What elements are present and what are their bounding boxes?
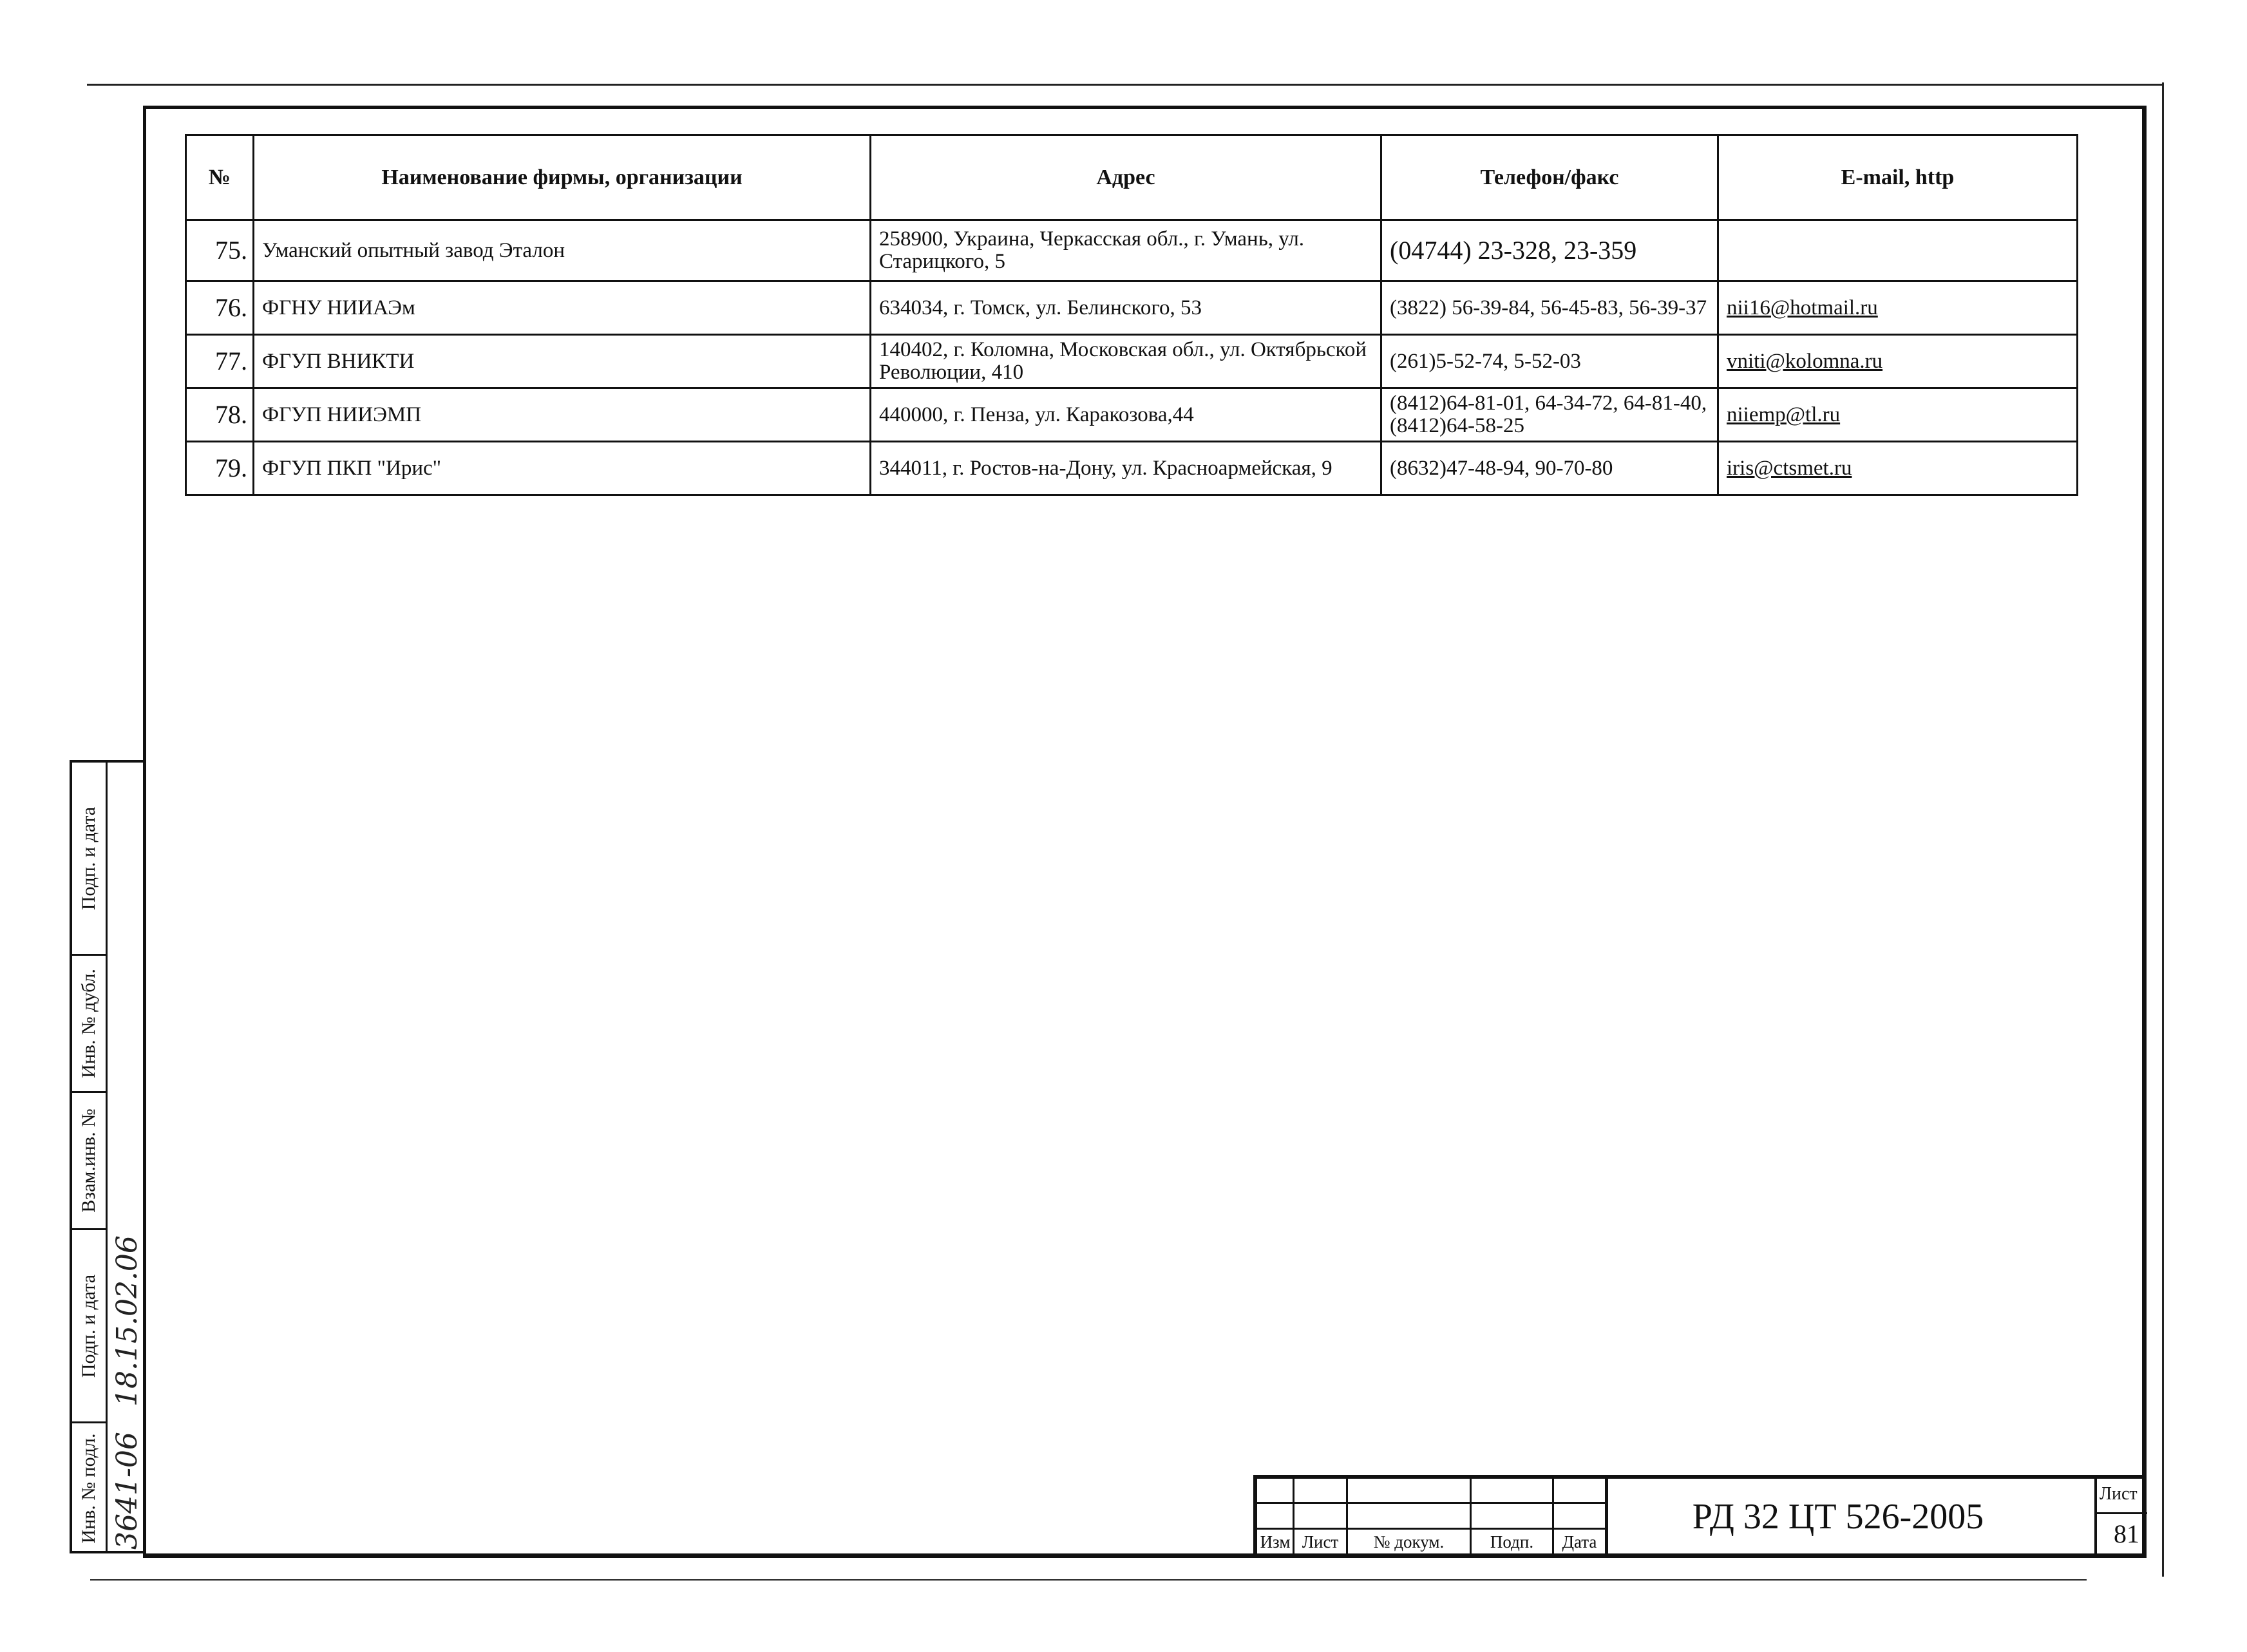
side-label: Взам.инв. № bbox=[78, 1108, 99, 1213]
title-block-sheet-line bbox=[2094, 1512, 2147, 1514]
org-phone: (8632)47-48-94, 90-70-80 bbox=[1381, 442, 1718, 495]
side-stamp-divider bbox=[106, 763, 108, 1551]
side-label: Инв. № дубл. bbox=[78, 969, 99, 1078]
col-change: Изм bbox=[1260, 1532, 1291, 1552]
table-header-row bbox=[186, 135, 2078, 220]
header-num: № bbox=[186, 135, 254, 220]
org-email[interactable]: vniti@kolomna.ru bbox=[1718, 335, 2078, 388]
title-block-col-line bbox=[2094, 1479, 2097, 1555]
org-email[interactable]: iris@ctsmet.ru bbox=[1718, 442, 2078, 495]
org-name: ФГУП ВНИКТИ bbox=[254, 335, 871, 388]
document-code: РД 32 ЦТ 526-2005 bbox=[1692, 1497, 1984, 1537]
table-row bbox=[186, 335, 2078, 388]
handwritten-inventory-number: 3641-06 bbox=[111, 1432, 144, 1550]
side-label: Подп. и дата bbox=[78, 1274, 99, 1378]
org-name: ФГНУ НИИАЭм bbox=[254, 281, 871, 335]
table-row bbox=[186, 220, 2078, 281]
col-signature: Подп. bbox=[1490, 1532, 1534, 1552]
org-phone: (04744) 23-328, 23-359 bbox=[1381, 220, 1718, 281]
row-number: 77. bbox=[186, 335, 254, 388]
side-cell-replacement-inv bbox=[72, 1093, 106, 1230]
row-number: 75. bbox=[186, 220, 254, 281]
row-number: 79. bbox=[186, 442, 254, 495]
col-sheet: Лист bbox=[1302, 1532, 1339, 1552]
side-cell-sign-date-2 bbox=[72, 1230, 106, 1423]
org-address: 634034, г. Томск, ул. Белинского, 53 bbox=[871, 281, 1381, 335]
org-address: 344011, г. Ростов-на-Дону, ул. Красноармейская, 9 bbox=[871, 442, 1381, 495]
title-block bbox=[1253, 1475, 2143, 1555]
org-email bbox=[1718, 220, 2078, 281]
sheet-number: 81 bbox=[2114, 1519, 2139, 1548]
row-number: 78. bbox=[186, 388, 254, 442]
sheet-top-edge bbox=[87, 84, 2164, 86]
row-number: 76. bbox=[186, 281, 254, 335]
side-cell-sign-date-1 bbox=[72, 763, 106, 956]
col-document-number: № докум. bbox=[1373, 1532, 1445, 1552]
organizations-table bbox=[185, 134, 2078, 496]
org-email[interactable]: niiemp@tl.ru bbox=[1718, 388, 2078, 442]
org-address: 258900, Украина, Черкасская обл., г. Умань, ул. Старицкого, 5 bbox=[871, 220, 1381, 281]
sheet-label: Лист bbox=[2100, 1484, 2138, 1504]
side-cell-inv-original bbox=[72, 1423, 106, 1553]
org-address: 140402, г. Коломна, Московская обл., ул. Октябрьской Революции, 410 bbox=[871, 335, 1381, 388]
header-name: Наименование фирмы, организации bbox=[254, 135, 871, 220]
org-name: Уманский опытный завод Эталон bbox=[254, 220, 871, 281]
handwritten-date: 18.15.02.06 bbox=[111, 1235, 144, 1407]
org-phone: (261)5-52-74, 5-52-03 bbox=[1381, 335, 1718, 388]
sheet-bottom-edge bbox=[90, 1579, 2087, 1581]
side-cell-inv-dup bbox=[72, 956, 106, 1093]
org-phone: (3822) 56-39-84, 56-45-83, 56-39-37 bbox=[1381, 281, 1718, 335]
col-date: Дата bbox=[1562, 1532, 1597, 1552]
org-name: ФГУП ПКП "Ирис" bbox=[254, 442, 871, 495]
org-name: ФГУП НИИЭМП bbox=[254, 388, 871, 442]
org-email[interactable]: nii16@hotmail.ru bbox=[1718, 281, 2078, 335]
side-label: Подп. и дата bbox=[78, 806, 99, 910]
side-label: Инв. № подл. bbox=[78, 1433, 99, 1544]
header-address: Адрес bbox=[871, 135, 1381, 220]
table-row bbox=[186, 388, 2078, 442]
sheet-right-edge bbox=[2162, 82, 2164, 1577]
table-row bbox=[186, 442, 2078, 495]
side-stamp bbox=[70, 760, 146, 1553]
table-row bbox=[186, 281, 2078, 335]
org-address: 440000, г. Пенза, ул. Каракозова,44 bbox=[871, 388, 1381, 442]
org-phone: (8412)64-81-01, 64-34-72, 64-81-40, (8412)64-58-25 bbox=[1381, 388, 1718, 442]
header-phone: Телефон/факс bbox=[1381, 135, 1718, 220]
header-email: E-mail, http bbox=[1718, 135, 2078, 220]
